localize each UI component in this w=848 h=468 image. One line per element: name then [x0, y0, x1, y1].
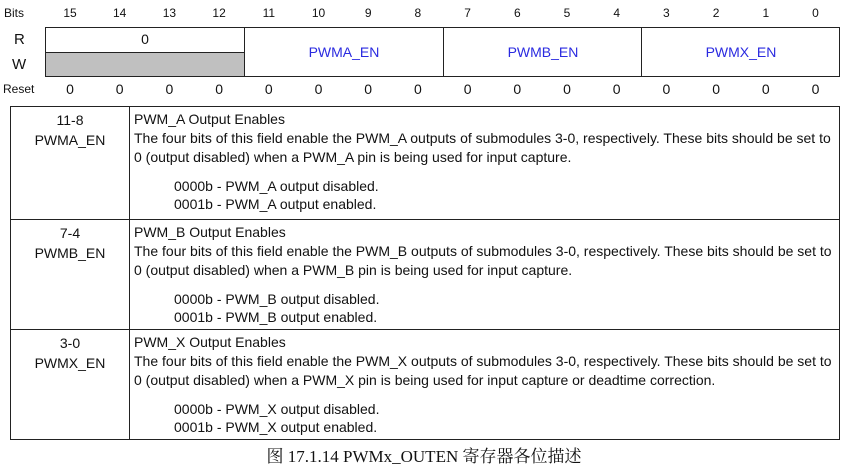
row-field-name: PWMA_EN — [34, 132, 106, 148]
reset-value: 0 — [563, 81, 571, 97]
table-row — [11, 220, 840, 330]
write-label: W — [12, 56, 27, 73]
bit-number: 4 — [613, 6, 621, 20]
read-label: R — [14, 31, 25, 48]
row-title: PWM_B Output Enables — [134, 224, 286, 240]
field-pwmx-en: PWMX_EN — [641, 28, 840, 76]
reset-value: 0 — [612, 81, 621, 97]
bit-number: 2 — [712, 6, 720, 20]
table-row — [11, 107, 840, 220]
value-0000b: 0000b - PWM_X output disabled. — [174, 401, 380, 417]
row-description: The four bits of this field enable the PWM_X outputs of submodules 3-0, respectively. These bits should be set to 0 (output disabled) when a PWM_X pin is being used for input capture or deadtime correction. — [134, 353, 832, 388]
table-row — [11, 330, 840, 440]
reset-value: 0 — [115, 81, 124, 97]
bit-number: 9 — [364, 6, 372, 20]
row-bits: 7-4 — [59, 225, 81, 241]
reset-label: Reset — [3, 82, 35, 96]
register-diagram — [45, 27, 840, 77]
field-pwma-en: PWMA_EN — [244, 28, 443, 76]
reset-value: 0 — [413, 81, 422, 97]
reset-value: 0 — [712, 81, 720, 97]
bit-number: 11 — [262, 6, 276, 20]
field-description-table — [10, 106, 840, 440]
reset-value: 0 — [314, 81, 323, 97]
bit-number: 14 — [113, 6, 127, 20]
reset-value: 0 — [811, 81, 820, 97]
reset-value: 0 — [761, 81, 770, 97]
bit-number: 1 — [762, 6, 770, 20]
row-field-name: PWMX_EN — [34, 355, 106, 371]
reset-value: 0 — [463, 81, 472, 97]
figure-caption: 图 17.1.14 PWMx_OUTEN 寄存器各位描述 — [266, 447, 582, 466]
bit-number: 5 — [563, 6, 571, 20]
reset-value: 0 — [165, 81, 174, 97]
bit-number: 15 — [63, 6, 77, 20]
reserved-write-field — [46, 53, 244, 76]
value-0000b: 0000b - PWM_B output disabled. — [174, 291, 380, 307]
row-bits: 3-0 — [59, 335, 81, 351]
bits-label: Bits — [4, 6, 25, 20]
reserved-read-field: 0 — [46, 28, 244, 53]
bit-number: 12 — [212, 6, 226, 20]
bit-number: 6 — [513, 6, 521, 20]
value-0001b: 0001b - PWM_A output enabled. — [174, 196, 377, 212]
bit-number: 3 — [663, 6, 670, 20]
reset-value: 0 — [364, 81, 373, 97]
bit-number: 7 — [464, 6, 471, 20]
bit-number: 8 — [414, 6, 422, 20]
value-0001b: 0001b - PWM_B output enabled. — [174, 309, 378, 325]
reset-value: 0 — [215, 81, 223, 97]
bit-number: 0 — [812, 6, 819, 20]
value-0000b: 0000b - PWM_A output disabled. — [174, 178, 379, 194]
value-0001b: 0001b - PWM_X output enabled. — [174, 419, 378, 435]
row-description: The four bits of this field enable the PWM_B outputs of submodules 3-0, respectively. These bits should be set to 0 (output disabled) when a PWM_B pin is being used for input capture. — [134, 243, 832, 278]
reset-value: 0 — [662, 81, 671, 97]
row-title: PWM_A Output Enables — [134, 111, 285, 127]
row-description: The four bits of this field enable the PWM_A outputs of submodules 3-0, respectively. These bits should be set to 0 (output disabled) when a PWM_A pin is being used for input capture. — [134, 130, 831, 165]
bit-number: 13 — [162, 6, 177, 20]
row-bits: 11-8 — [56, 112, 84, 128]
row-title: PWM_X Output Enables — [134, 334, 286, 350]
bit-number: 10 — [311, 6, 326, 20]
field-pwmb-en: PWMB_EN — [443, 28, 642, 76]
row-field-name: PWMB_EN — [34, 245, 106, 261]
reset-value: 0 — [66, 81, 74, 97]
reset-value: 0 — [264, 81, 273, 97]
reset-value: 0 — [513, 81, 522, 97]
